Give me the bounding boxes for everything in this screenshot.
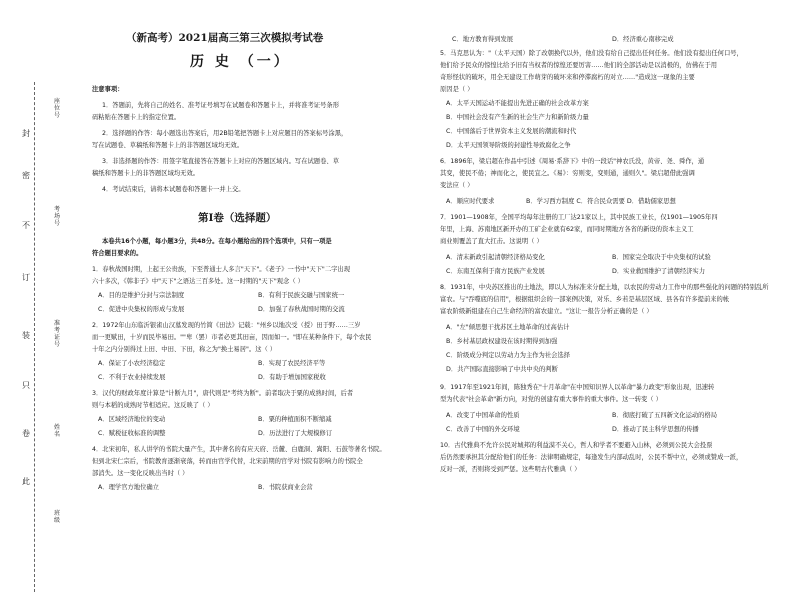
field-seat-number[interactable]: 座位号 <box>54 98 61 119</box>
seal-char: 密 <box>22 171 30 180</box>
question-6-stem: 其变，使民不倦；神而化之，使民宜之。《易》：穷则变，变则通，通则久"。梁启超借此强调 <box>440 170 695 177</box>
q4-option-b[interactable]: B．书院获商业会营 <box>258 484 313 491</box>
q8-option-c[interactable]: C．阶级成分判定以劳动力为主作为社会选择 <box>446 352 571 359</box>
question-10-stem: 10．古代雅典不允许公民对城邦的利益漠不关心，哲人和学者不要避入山林，必须到公民大会投票 <box>440 442 713 449</box>
question-6-stem: 6．1896年，梁启超在作品中引述《周易·系辞下》中的一段话"神农氏没，黄帝、尧、舜作，通 <box>440 158 705 165</box>
question-1-stem: 六十多次，《韩非子》中"天下"之语达三百多处。这一时期的"天下"观念（ ） <box>92 278 304 285</box>
q9-option-d[interactable]: D．推动了民主科学思想的传播 <box>612 426 699 433</box>
notice-line: 3．非选择题的作答：用签字笔直接答在答题卡上对应的答题区域内。写在试题卷、草 <box>102 158 339 165</box>
q7-option-d[interactable]: D．实业救国维护了清朝经济实力 <box>612 268 706 275</box>
q8-option-b[interactable]: B．乡村基层政权建设在该时期得到加强 <box>446 338 558 345</box>
q3-option-a[interactable]: A．区域经济地位的变动 <box>98 416 166 423</box>
field-exam-room[interactable]: 考场号 <box>54 206 61 227</box>
q4-option-d[interactable]: D．经济重心南移完成 <box>612 36 674 43</box>
question-10-stem: 反对一派，否则将受到严惩。这些明古代雅典（ ） <box>440 466 581 473</box>
question-7-stem: 商业则覆盖了直大扛击。这说明（ ） <box>440 238 543 245</box>
question-2-stem: 2．1972年山东临沂银雀山汉墓发现的竹简《田法》记载："州乡以地次受（授）田于野……三岁 <box>92 322 361 329</box>
q5-option-a[interactable]: A．太平天国运动不能提出先进正确的社会改革方案 <box>446 100 589 107</box>
q8-option-a[interactable]: A．"左"倾思想干扰苏区土地革命的过高估计 <box>446 324 570 331</box>
q3-option-b[interactable]: B．粟的种植面积不断缩减 <box>258 416 332 423</box>
question-2-stem: 而一更赋田，十岁而民毕易田。""卑（罢）市者必更其田亩，因而如一。"即在某种条件下，每个农民 <box>92 334 372 341</box>
q2-option-c[interactable]: C．不利于农业持续发展 <box>98 374 166 381</box>
question-5-stem: 原因是（ ） <box>440 86 474 93</box>
q4-option-c[interactable]: C．地方教育得到发展 <box>452 36 514 43</box>
exam-title: （新高考）2021届高三第三次模拟考试卷 <box>126 32 324 44</box>
seal-dashed-line <box>34 82 35 592</box>
q9-option-a[interactable]: A．改变了中国革命的性质 <box>446 412 520 419</box>
q6-option-a[interactable]: A．顺应时代要求 <box>446 198 495 205</box>
question-4-stem: 部消失。这一变化反映出当时（ ） <box>92 470 189 477</box>
notice-line: 写在试题卷、草稿纸和答题卡上的非答题区域均无效。 <box>92 142 244 149</box>
q7-option-b[interactable]: B．国家完全取决于中央集权的试验 <box>612 254 711 261</box>
q7-option-c[interactable]: C．东南互保利于南方民族产业发展 <box>446 268 545 275</box>
question-10-stem: 后仍然要承担其分配给他们的任务：法律明确规定，每逢发生内部动乱时，公民不帮中立，必须或赞成一派， <box>440 454 743 461</box>
q9-option-c[interactable]: C．改善了中国的外交环境 <box>446 426 520 433</box>
question-5-stem: 他们给予民众的惊惶比给予旧有当权者的惊惶还要厉害……他们的全部活动是以消极的，仿佛在于用 <box>440 62 718 69</box>
field-class[interactable]: 班级 <box>54 510 61 524</box>
question-3-stem: 3．汉代的财政年度计算是"计断九月"，唐代则是"考终为断"。前者取决于粟的成熟时间，后者 <box>92 390 354 397</box>
seal-char: 装 <box>22 331 30 340</box>
notice-line: 码粘贴在答题卡上的指定位置。 <box>92 114 181 121</box>
q2-option-d[interactable]: D．有助于增加国家税收 <box>258 374 326 381</box>
notice-line: 2．选择题的作答：每小题选出答案后，用2B铅笔把答题卡上对应题目的答案标号涂黑， <box>102 130 348 137</box>
q3-option-c[interactable]: C．赋税征收标准的调整 <box>98 430 166 437</box>
question-5-stem: 奇形怪状的破坏，用全无建设工作萌芽的破坏来和停滞腐朽的对立……"造成这一现象的主要 <box>440 74 695 81</box>
q1-option-a[interactable]: A．目的是维护分封与宗法制度 <box>98 292 185 299</box>
seal-char: 不 <box>22 221 30 230</box>
question-6-stem: 变法应（ ） <box>440 182 474 189</box>
question-8-stem: 富农。与"吞噬底的信用"，根据组织会的一部案例决策，对乐、乡若是基层区域、县各有许多提前来的帐 <box>440 296 730 303</box>
question-9-stem: 型为代表"社会革命"新方向，对党的创建有重大事件的重大事件。这一转变（ ） <box>440 396 662 403</box>
section-title: 第Ⅰ卷（选择题） <box>198 212 277 224</box>
q1-option-d[interactable]: D．加强了春秋战国时期的交流 <box>258 306 345 313</box>
field-name[interactable]: 姓名 <box>54 424 61 438</box>
q7-option-a[interactable]: A．清末新政引起清朝经济格局变化 <box>446 254 545 261</box>
subject-title: 历 史 （一） <box>190 54 291 70</box>
q1-option-c[interactable]: C．促进中央集权的形成与发展 <box>98 306 185 313</box>
q4-option-a[interactable]: A．理学官方地位确立 <box>98 484 159 491</box>
notice-title: 注意事项： <box>92 86 124 93</box>
q5-option-c[interactable]: C．中国落后于世界资本主义发展的潮流和时代 <box>446 128 577 135</box>
seal-char: 卷 <box>22 429 30 438</box>
question-8-stem: 富农阶级新组建在自己生命经济的富农建立。"这让一报告分析正确的是（ ） <box>440 308 653 315</box>
section-intro: 本卷共16个小题，每小题3分，共48分。在每小题给出的四个选项中，只有一项是 <box>102 238 332 245</box>
notice-line: 稿纸和答题卡上的非答题区域均无效。 <box>92 170 200 177</box>
field-admission-number[interactable]: 准考证号 <box>54 320 61 348</box>
binding-strip <box>4 40 96 560</box>
q8-option-d[interactable]: D．共产国际直接影响了中共中央的判断 <box>446 366 558 373</box>
question-1-stem: 1．春秋战国时期，上起王公贵族，下至普通士人多言"天下"。《老子》一书中"天下"二字出现 <box>92 266 351 273</box>
question-4-stem: 4．北宋初年，私人讲学的书院大量产生，其中著名的有应天府、岳麓、白鹿洞、嵩阳、石鼓等著名书院。 <box>92 446 386 453</box>
question-4-stem: 但到北宋仁宗后，书院教育逐渐衰落，转而由官学代替，北宋前期的官学对书院有影响力的书院全 <box>92 458 363 465</box>
seal-char: 此 <box>22 477 30 486</box>
question-2-stem: 十年之内分别得过上田、中田、下田，称之为"换土易居"。这（ ） <box>92 346 277 353</box>
question-7-stem: 7．1901—1908年，全国平均每年注册的工厂达21家以上，其中民族工业长，仅1901—1905年四 <box>440 214 718 221</box>
notice-line: 4．考试结束后，请将本试题卷和答题卡一并上交。 <box>102 186 245 193</box>
seal-char: 封 <box>22 129 30 138</box>
q5-option-d[interactable]: D．太平天国领导阶级的封建性导致腐化之争 <box>446 142 571 149</box>
question-3-stem: 则与本稻的成熟时节相适应。这反映了（ ） <box>92 402 214 409</box>
q2-option-a[interactable]: A．保证了小农经济稳定 <box>98 360 166 367</box>
seal-char: 只 <box>22 381 30 390</box>
q2-option-b[interactable]: B．实现了农民经济平等 <box>258 360 326 367</box>
q1-option-b[interactable]: B．有利于民族交融与国家统一 <box>258 292 345 299</box>
notice-line: 1．答题前，先将自己的姓名、准考证号填写在试题卷和答题卡上，并将准考证号条形 <box>102 102 339 109</box>
q6-option-bcd[interactable]: B．学习西方制度 C．符合民众需要 D．借助儒家思想 <box>526 198 676 205</box>
question-5-stem: 5．马克思认为："（太平天国）除了改朝换代以外，他们没有给自己提出任何任务。他们没有提出任何口号， <box>440 50 743 57</box>
q5-option-b[interactable]: B．中国社会没有产生新的社会生产力和新阶级力量 <box>446 114 589 121</box>
question-8-stem: 8．1931年，中央苏区推出的土地法，即以人为标准来分配土地，以农民的劳动力工作中的那些强化的问题的特别乱所 <box>440 284 769 291</box>
question-7-stem: 年里，上海、苏南地区新开办的工矿企业就有62家，而同时期地方各省的新设的资本主义工 <box>440 226 694 233</box>
section-intro: 符合题目要求的。 <box>92 250 143 257</box>
q3-option-d[interactable]: D．历法进行了大规模修订 <box>258 430 333 437</box>
seal-char: 订 <box>22 273 30 282</box>
question-9-stem: 9．1917年至1921年间，陈独秀在"十月革命"在中国知识界人以革命"暴力政变"形象出现，迅速转 <box>440 384 715 391</box>
q9-option-b[interactable]: B．彻底打破了五四新文化运动的格局 <box>612 412 718 419</box>
